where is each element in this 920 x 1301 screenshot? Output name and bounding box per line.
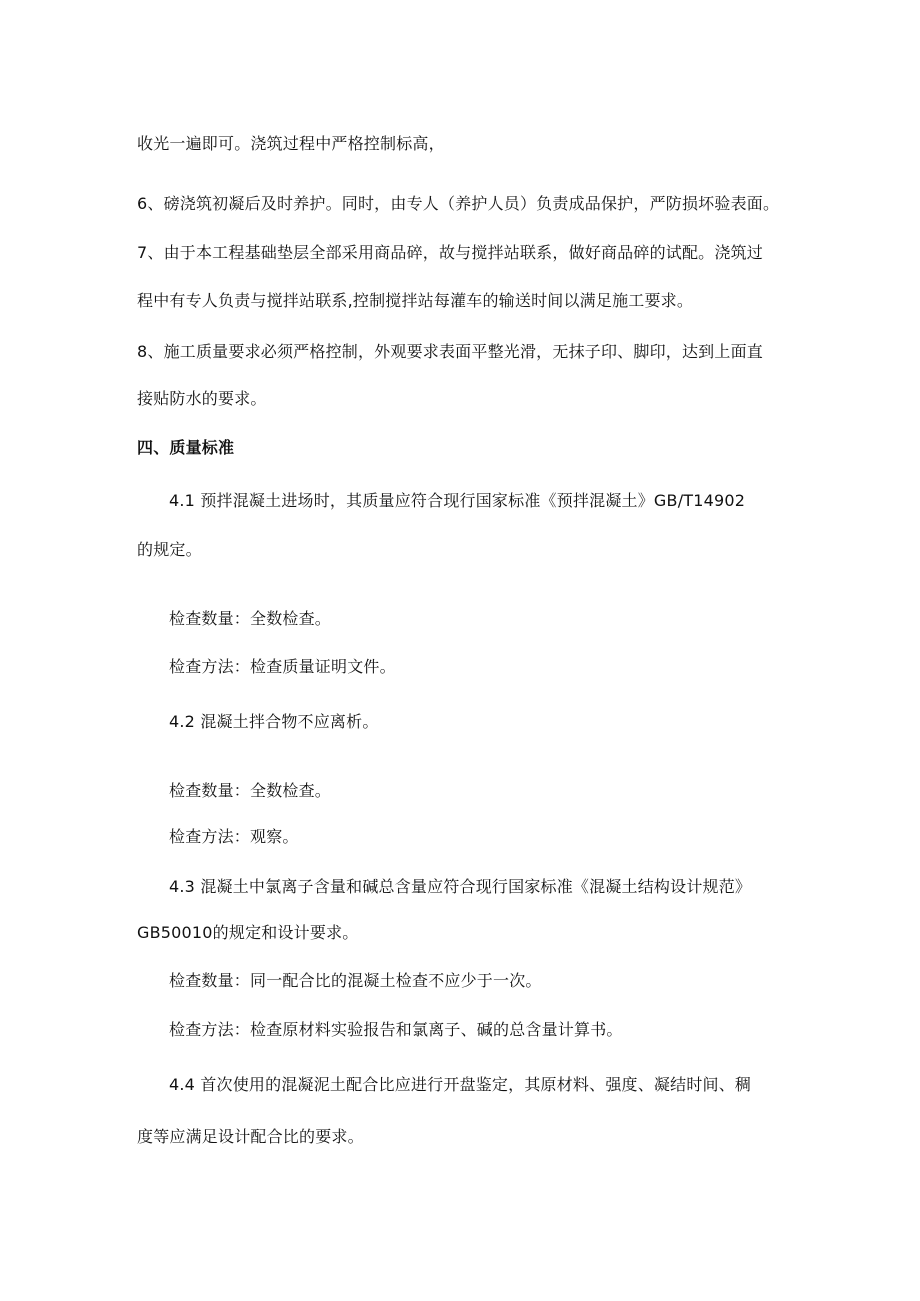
paragraph-line: 检查方法：观察。 — [169, 827, 299, 846]
section-heading: 四、质量标准 — [137, 438, 235, 457]
paragraph-line: 8、施工质量要求必须严格控制，外观要求表面平整光滑，无抹子印、脚印，达到上面直 — [137, 342, 763, 361]
paragraph-line: 检查数量：全数检查。 — [169, 609, 332, 628]
paragraph-line: 4.2 混凝土拌合物不应离析。 — [169, 712, 379, 731]
paragraph-line: GB50010的规定和设计要求。 — [137, 923, 359, 942]
paragraph-line: 检查数量：全数检查。 — [169, 781, 332, 800]
paragraph-line: 7、由于本工程基础垫层全部采用商品碎，故与搅拌站联系，做好商品碎的试配。浇筑过 — [137, 243, 763, 262]
paragraph-line: 接贴防水的要求。 — [137, 389, 267, 408]
paragraph-line: 4.1 预拌混凝土进场时，其质量应符合现行国家标准《预拌混凝土》GB/T14902 — [169, 491, 746, 510]
paragraph-line: 检查方法：检查原材料实验报告和氯离子、碱的总含量计算书。 — [169, 1020, 623, 1039]
paragraph-line: 6、磅浇筑初凝后及时养护。同时，由专人（养护人员）负责成品保护，严防损坏验表面。 — [137, 194, 780, 213]
paragraph-line: 程中有专人负责与搅拌站联系,控制搅拌站每灌车的输送时间以满足施工要求。 — [137, 291, 694, 310]
paragraph-line: 4.3 混凝土中氯离子含量和碱总含量应符合现行国家标准《混凝土结构设计规范》 — [169, 877, 752, 896]
paragraph-line: 检查方法：检查质量证明文件。 — [169, 657, 396, 676]
paragraph-line: 4.4 首次使用的混凝泥土配合比应进行开盘鉴定，其原材料、强度、凝结时间、稠 — [169, 1075, 752, 1094]
paragraph-line: 检查数量：同一配合比的混凝土检查不应少于一次。 — [169, 971, 542, 990]
paragraph-line: 度等应满足设计配合比的要求。 — [137, 1127, 364, 1146]
paragraph-line: 收光一遍即可。浇筑过程中严格控制标高， — [137, 134, 445, 153]
paragraph-line: 的规定。 — [137, 540, 202, 559]
